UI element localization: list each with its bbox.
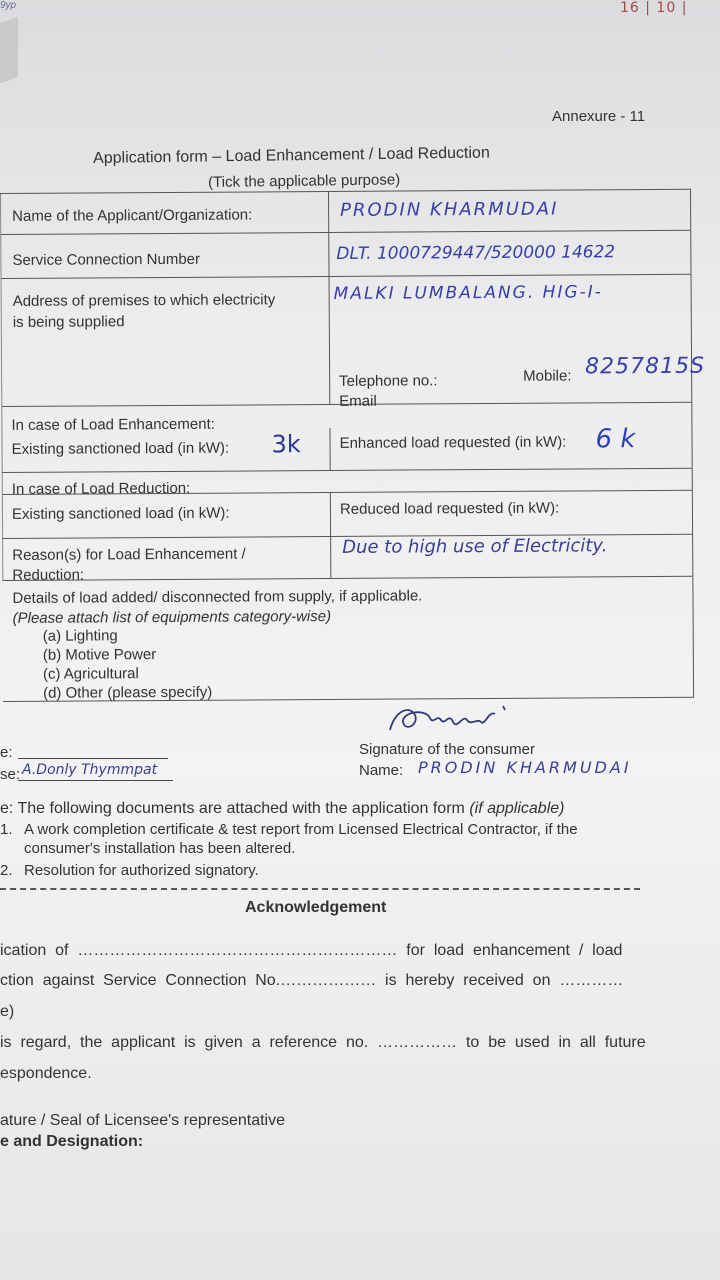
- left-field-label: e:: [0, 744, 13, 761]
- details-label: Details of load added/ disconnected from supply, if applicable.: [12, 587, 423, 607]
- designation-label: e and Designation:: [0, 1133, 144, 1150]
- application-table: [0, 189, 706, 702]
- col-divider: [0, 194, 3, 580]
- reduction-heading: In case of Load Reduction:: [11, 479, 191, 498]
- seal-label: ature / Seal of Licensee's representative: [0, 1112, 285, 1129]
- underline: [18, 758, 168, 759]
- witness-value: A.Donly Thymmpat: [22, 762, 158, 778]
- reason-label-2: Reduction:: [12, 566, 85, 584]
- applicant-value: PRODIN KHARMUDAI: [340, 198, 559, 221]
- enh-requested-label: Enhanced load requested (in kW):: [339, 433, 567, 452]
- name-label: Name:: [359, 762, 404, 779]
- note-item-1: A work completion certificate & test report from Licensed Electrical Contractor, if the: [24, 821, 578, 838]
- consumer-name-value: PRODIN KHARMUDAI: [418, 758, 632, 777]
- row-divider: [0, 230, 690, 235]
- acknowledgement-title: Acknowledgement: [245, 899, 387, 916]
- ack-line-4: is regard, the applicant is given a reference no. …………… to be used in all future: [0, 1034, 646, 1051]
- ack-line-3: e): [0, 1003, 15, 1020]
- enh-existing-label: Existing sanctioned load (in kW):: [11, 439, 230, 458]
- annexure-label: Annexure - 11: [552, 108, 646, 125]
- form-title: Application form – Load Enhancement / Load Reduction: [93, 144, 490, 167]
- ack-line-2: ction against Service Connection No.……………… is hereby received on …………: [0, 972, 624, 989]
- equipment-item: (a) Lighting: [42, 627, 118, 645]
- enh-requested-value: 6 k: [595, 424, 636, 455]
- note-item-number: 2.: [0, 862, 13, 879]
- equipment-item: (b) Motive Power: [42, 646, 157, 664]
- address-label-2: is being supplied: [12, 313, 125, 331]
- top-left-scrawl: 9yp: [0, 0, 17, 11]
- equipment-item: (c) Agricultural: [42, 665, 139, 683]
- enh-existing-value: 3k: [271, 430, 301, 459]
- red-existing-label: Existing sanctioned load (in kW):: [11, 504, 230, 523]
- service-label: Service Connection Number: [12, 250, 201, 269]
- service-value: DLT. 1000729447/520000 14622: [336, 242, 616, 264]
- address-value: MALKI LUMBALANG. HIG-I-: [333, 282, 603, 304]
- address-label-1: Address of premises to which electricity: [12, 291, 276, 310]
- note-heading-italic: (if applicable): [469, 800, 565, 817]
- underline: [18, 780, 173, 781]
- mobile-value: 8257815S: [584, 353, 706, 380]
- note-heading: [0, 800, 564, 818]
- row-divider: [2, 468, 692, 473]
- email-label: Email: [339, 392, 377, 410]
- left-field-label: se:: [0, 766, 21, 783]
- note-item-1-cont: consumer's installation has been altered.: [24, 840, 296, 857]
- red-requested-label: Reduced load requested (in kW):: [339, 499, 560, 518]
- row-divider: [1, 274, 691, 279]
- ack-line-1: ication of …………………………………………………… for load enhancement / load: [0, 942, 623, 959]
- telephone-label: Telephone no.:: [339, 372, 438, 390]
- ack-line-5: espondence.: [0, 1065, 92, 1082]
- enhancement-heading: In case of Load Enhancement:: [11, 415, 215, 434]
- mobile-label: Mobile:: [523, 367, 572, 385]
- page-fold: [0, 17, 18, 84]
- row-divider: [2, 576, 692, 581]
- note-item-number: 1.: [0, 821, 13, 838]
- consumer-signature: [385, 700, 525, 740]
- equipment-item: (d) Other (please specify): [43, 683, 213, 702]
- reason-value: Due to high use of Electricity.: [342, 535, 608, 558]
- details-note: (Please attach list of equipments category-wise): [12, 607, 332, 627]
- note-heading-text: e: The following documents are attached with the application form: [0, 800, 470, 817]
- note-item-2: Resolution for authorized signatory.: [24, 862, 259, 879]
- reason-label-1: Reason(s) for Load Enhancement /: [12, 545, 246, 564]
- col-divider: [329, 428, 330, 470]
- form-subtitle: (Tick the applicable purpose): [208, 171, 401, 191]
- applicant-label: Name of the Applicant/Organization:: [12, 206, 253, 225]
- top-right-scrawl: 16 | 10 |: [620, 0, 688, 16]
- col-divider: [328, 192, 330, 404]
- dashed-separator: [0, 888, 640, 890]
- signature-label: Signature of the consumer: [359, 741, 535, 758]
